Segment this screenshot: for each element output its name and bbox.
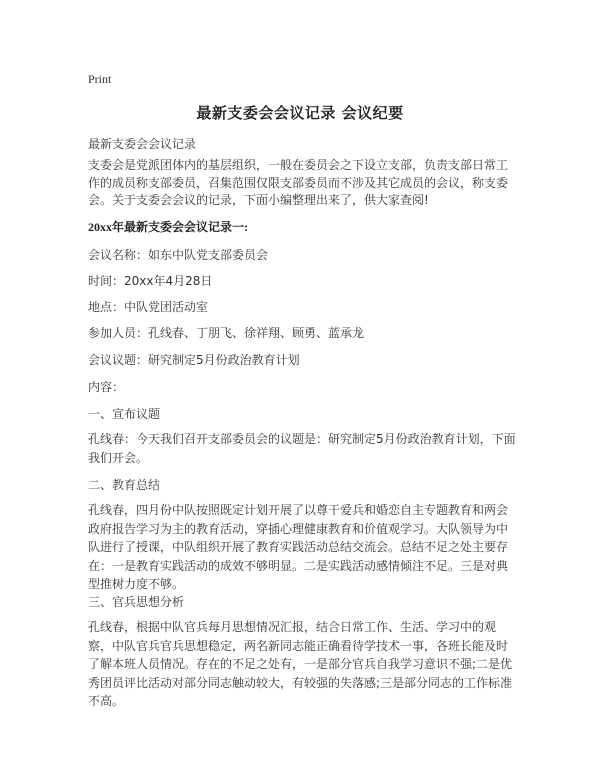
document-subtitle: 最新支委会会议记录 xyxy=(88,137,197,151)
section-3-heading: 三、官兵思想分析 xyxy=(88,595,185,609)
section-2-heading: 二、教育总结 xyxy=(88,478,161,492)
intro-paragraph: 支委会是党派团体内的基层组织，一般在委员会之下设立支部，负责支部日常工作的成员称支部委员，召集范围仅限支部委员而不涉及其它成员的会议，称支委会。关于支委会会议的记录，下面小编整理出来了，供大家查阅! xyxy=(88,158,509,207)
meeting-place-field: 地点：中队党团活动室 xyxy=(88,300,209,314)
section-3-body: 孔线春，根据中队官兵每月思想情况汇报，结合日常工作、生活、学习中的观察，中队官兵官兵思想稳定，两名新同志能正确看待学技术一事，各班长能及时了解本班人员情况。存在的不足之处有，一是部分官兵自我学习意识不强;二是优秀团员评比活动对部分同志触动较大，有较强的失落感;三是部分同志的工作标准不高。 xyxy=(88,620,513,708)
section-1-body: 孔线春：今天我们召开支部委员会的议题是：研究制定5月份政治教育计划，下面我们开会。 xyxy=(88,432,516,465)
section-2-body: 孔线春，四月份中队按照既定计划开展了以尊干爱兵和婚恋自主专题教育和两会政府报告学习为主的教育活动，穿插心理健康教育和价值观学习。大队领导为中队进行了授课，中队组织开展了教育实践活动总结交流会。总结不足之处主要存在：一是教育实践活动的成效不够明显。二是实践活动感情倾注不足。三是对典型推树力度不够。 xyxy=(88,503,509,591)
section-heading: 20xx年最新支委会会议记录一: xyxy=(88,220,248,234)
document-title: 最新支委会会议记录 会议纪要 xyxy=(196,104,404,122)
meeting-topic-field: 会议议题：研究制定5月份政治教育计划 xyxy=(88,353,300,367)
meeting-time-field: 时间：20xx年4月28日 xyxy=(88,274,213,288)
section-1-heading: 一、宣布议题 xyxy=(88,407,161,421)
content-label: 内容： xyxy=(88,380,125,394)
meeting-name-field: 会议名称：如东中队党支部委员会 xyxy=(88,248,269,262)
print-label[interactable]: Print xyxy=(88,72,112,86)
attendees-field: 参加人员：孔线春、丁朋飞、徐祥翔、顾勇、蓝承龙 xyxy=(88,326,365,340)
